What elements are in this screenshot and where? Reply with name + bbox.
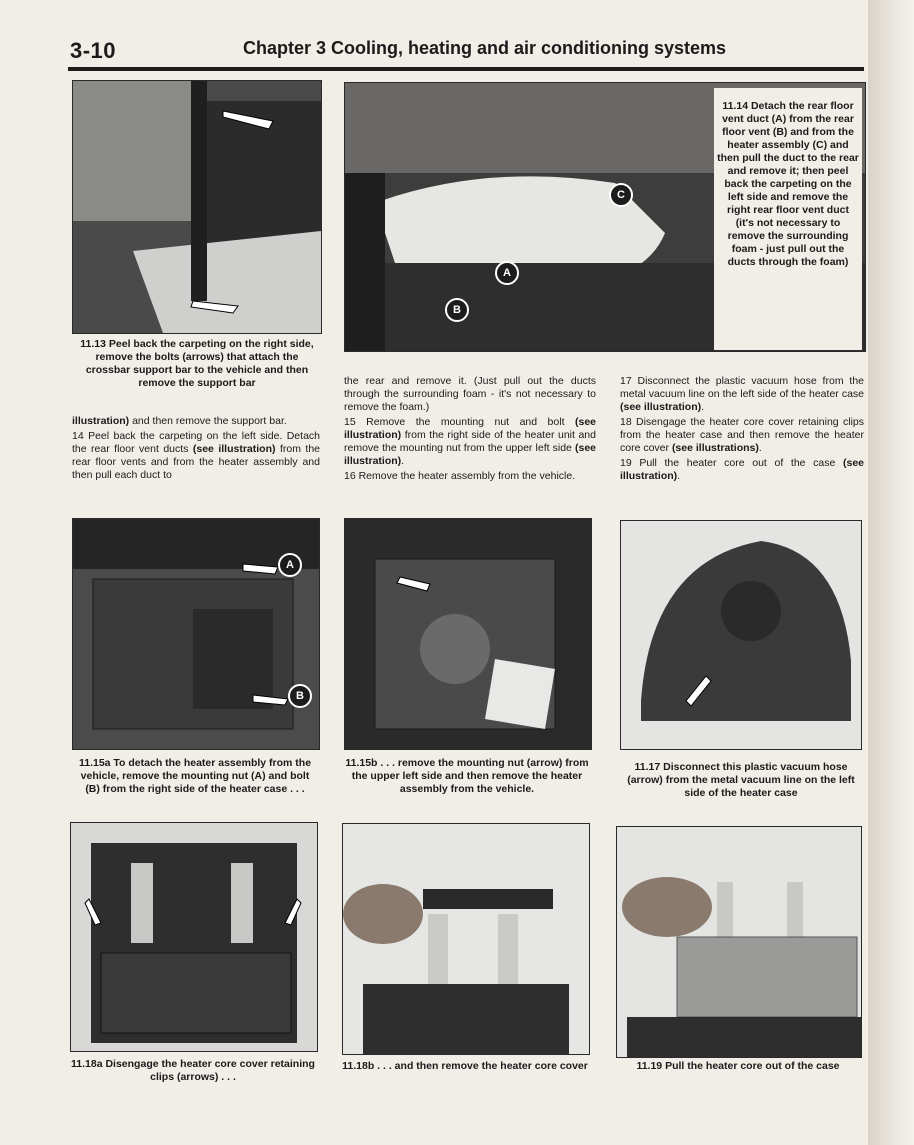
text-col3-p3c: .	[677, 470, 681, 482]
caption-11-17: 11.17 Disconnect this plastic vacuum hose (arrow) from the metal vacuum line on the left side of the heater case	[627, 761, 855, 799]
photo-11-17	[620, 520, 862, 750]
page-number: 3-10	[70, 38, 117, 63]
text-col1-p2b: (see illustration)	[192, 443, 276, 455]
photo-11-19	[616, 826, 862, 1058]
caption-11-18a: 11.18a Disengage the heater core cover retaining clips (arrows) . . .	[71, 1058, 315, 1083]
text-col1-p2c: from the rear floor vents and from the heater assembly and then pull each duct to	[72, 443, 321, 481]
text-col1-p1: and then remove the support bar.	[129, 415, 287, 427]
text-col1-p2a: 14 Peel back the carpeting on the left side. Detach the rear floor vent ducts	[72, 430, 320, 455]
marker-b-15a: B	[288, 684, 312, 708]
text-col2-p2e: .	[401, 455, 405, 467]
caption-11-15a: 11.15a To detach the heater assembly from the vehicle, remove the mounting nut (A) and bolt (B) from the right side of the heater case . . .	[78, 757, 312, 795]
text-col3-p2b: (see illustrations)	[671, 442, 759, 454]
photo-11-18b	[342, 823, 590, 1055]
marker-a: A	[495, 261, 519, 285]
text-col2-p2d: (see illustration)	[344, 442, 596, 467]
text-col2-p3a: 16 Remove the heater assembly from the vehicle	[344, 470, 573, 482]
text-column-3	[620, 375, 864, 485]
caption-11-14: 11.14 Detach the rear floor vent duct (A) from the rear floor vent (B) and from the heater assembly (C) and then pull the duct to the rear and remove it; then peel back the carpeting on the left side and remove the right rear floor vent duct (it's not necessary to remove the surrounding foam - just pull out the ducts through the foam)	[714, 88, 862, 350]
text-col3-p2a: 18 Disengage the heater core cover retaining clips from the heater case and then remove the heater core cover	[620, 416, 864, 454]
header-rule	[68, 67, 864, 71]
photo-11-15b	[344, 518, 592, 750]
text-col3-p2c: .	[758, 442, 762, 454]
caption-11-18b: 11.18b . . . and then remove the heater core cover	[342, 1060, 588, 1072]
marker-a-15a: A	[278, 553, 302, 577]
marker-c: C	[609, 183, 633, 207]
photo-11-13	[72, 80, 322, 334]
photo-11-15a	[72, 518, 320, 750]
text-column-1	[72, 415, 320, 484]
caption-11-15b: 11.15b . . . remove the mounting nut (arrow) from the upper left side and then remove the heater assembly from the vehicle.	[345, 757, 589, 795]
marker-b: B	[445, 298, 469, 322]
text-col2-p1: the rear and remove it. (Just pull out the ducts through the surrounding foam - it's not necessary to remove the foam.)	[344, 375, 596, 413]
text-col2-p2c: from the right side of the heater unit and remove the mounting nut from the upper left side	[344, 429, 596, 454]
text-col2-p3b: .	[572, 470, 576, 482]
caption-11-13: 11.13 Peel back the carpeting on the right side, remove the bolts (arrows) that attach the crossbar support bar to the vehicle and then remove the support bar	[80, 338, 314, 389]
text-col2-p2a: 15 Remove the mounting nut and bolt	[344, 416, 575, 428]
page-edge-shadow	[868, 0, 914, 1145]
text-col3-p1c: .	[701, 401, 705, 413]
photo-11-18a	[70, 822, 318, 1052]
text-col3-p3b: (see illustration)	[620, 457, 864, 482]
text-column-2	[344, 375, 596, 485]
text-col2-p2b: (see illustration)	[344, 416, 596, 441]
text-col3-p3a: 19 Pull the heater core out of the case	[620, 457, 843, 469]
chapter-title: Chapter 3 Cooling, heating and air conditioning systems	[243, 38, 727, 58]
caption-11-19: 11.19 Pull the heater core out of the case	[636, 1060, 840, 1072]
text-col1-p1-bold: illustration)	[72, 415, 130, 427]
text-col3-p1b: (see illustration)	[620, 401, 702, 413]
text-col3-p1a: 17 Disconnect the plastic vacuum hose from the metal vacuum line on the left side of the heater case	[620, 375, 864, 400]
